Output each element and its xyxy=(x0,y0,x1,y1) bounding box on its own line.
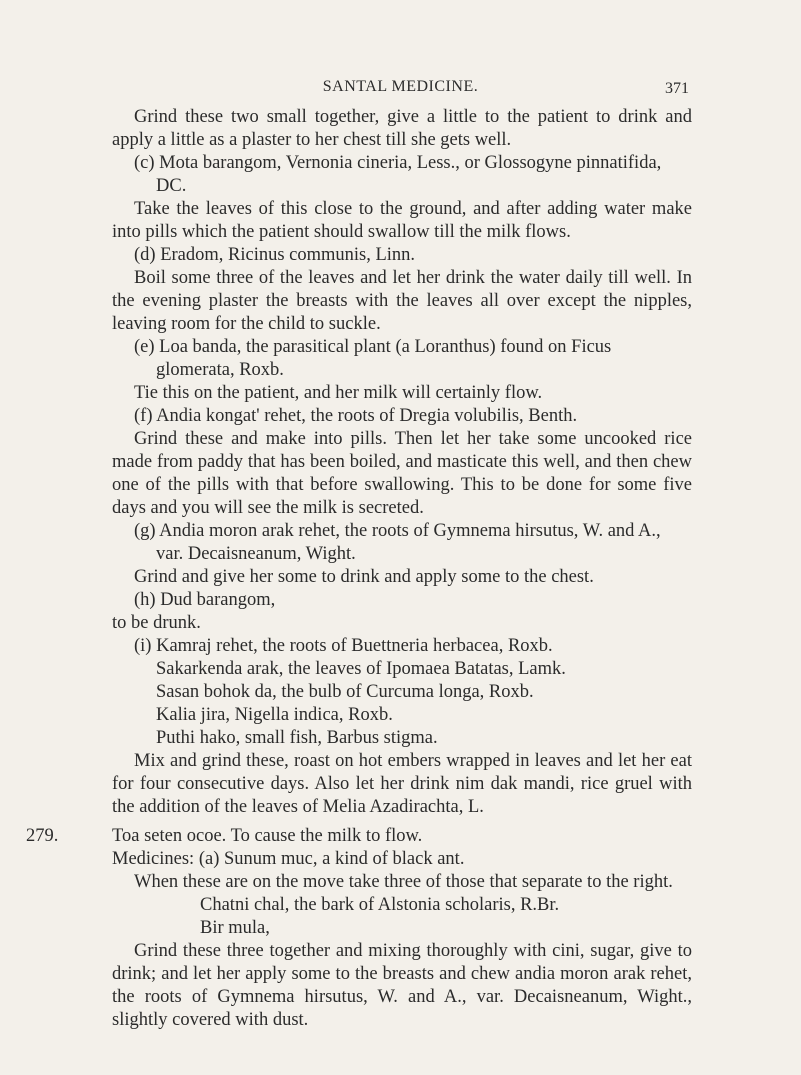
paragraph: When these are on the move take three of those that separate to the right. xyxy=(134,872,673,892)
entry-279 xyxy=(26,825,692,848)
page-number: 371 xyxy=(665,80,689,97)
entry-number: 279. xyxy=(26,826,59,846)
page-body xyxy=(26,106,692,1032)
remedy-item-i: (i) Kamraj rehet, the roots of Buettneria herbacea, Roxb. xyxy=(134,636,553,656)
ingredient-line: Puthi hako, small fish, Barbus stigma. xyxy=(156,728,438,748)
ingredient-line: Sakarkenda arak, the leaves of Ipomaea Batatas, Lamk. xyxy=(156,659,566,679)
ingredient-line: Chatni chal, the bark of Alstonia scholaris, R.Br. xyxy=(200,895,560,915)
remedy-item-d: (d) Eradom, Ricinus communis, Linn. xyxy=(134,245,416,265)
paragraph: Mix and grind these, roast on hot embers wrapped in leaves and let her eat for four consecutive days. Also let her drink nim dak mandi, rice gruel with the addition of the leaves of Melia Azadirachta, L. xyxy=(112,751,692,817)
entry-title: Toa seten ocoe. To cause the milk to flow. xyxy=(112,826,423,846)
remedy-item-c: (c) Mota barangom, Vernonia cineria, Less., or Glossogyne pinnatifida, DC. xyxy=(134,153,662,196)
paragraph: Tie this on the patient, and her milk will certainly flow. xyxy=(134,383,543,403)
paragraph: to be drunk. xyxy=(112,613,201,633)
remedy-item-g: (g) Andia moron arak rehet, the roots of Gymnema hirsutus, W. and A., var. Decaisneanum, Wight. xyxy=(134,521,661,564)
medicines-line: Medicines: (a) Sunum muc, a kind of black ant. xyxy=(112,849,465,869)
remedy-item-h: (h) Dud barangom, xyxy=(134,590,276,610)
paragraph: Grind these and make into pills. Then let her take some uncooked rice made from paddy that has been boiled, and masticate this well, and then chew one of the pills with that before swallowing. This to be done for some five days and you will see the milk is secreted. xyxy=(112,429,692,518)
paragraph: Take the leaves of this close to the ground, and after adding water make into pills which the patient should swallow till the milk flows. xyxy=(112,199,692,242)
remedy-item-f: (f) Andia kongat' rehet, the roots of Dregia volubilis, Benth. xyxy=(134,406,578,426)
ingredient-line: Sasan bohok da, the bulb of Curcuma longa, Roxb. xyxy=(156,682,534,702)
ingredient-line: Kalia jira, Nigella indica, Roxb. xyxy=(156,705,393,725)
paragraph: Grind these three together and mixing thoroughly with cini, sugar, give to drink; and let her apply some to the breasts and chew andia moron arak rehet, the roots of Gymnema hirsutus, W. and A., var. Decaisneanum, Wight., slightly covered with dust. xyxy=(112,941,692,1030)
remedy-item-e: (e) Loa banda, the parasitical plant (a Loranthus) found on Ficus glomerata, Roxb. xyxy=(134,337,612,380)
ingredient-line: Bir mula, xyxy=(200,918,270,938)
paragraph: Boil some three of the leaves and let her drink the water daily till well. In the evening plaster the breasts with the leaves all over except the nipples, leaving room for the child to suckle. xyxy=(112,268,692,334)
paragraph: Grind these two small together, give a little to the patient to drink and apply a little as a plaster to her chest till she gets well. xyxy=(112,107,692,150)
running-head: SANTAL MEDICINE. xyxy=(322,78,479,95)
page-header xyxy=(0,78,801,102)
paragraph: Grind and give her some to drink and apply some to the chest. xyxy=(134,567,594,587)
